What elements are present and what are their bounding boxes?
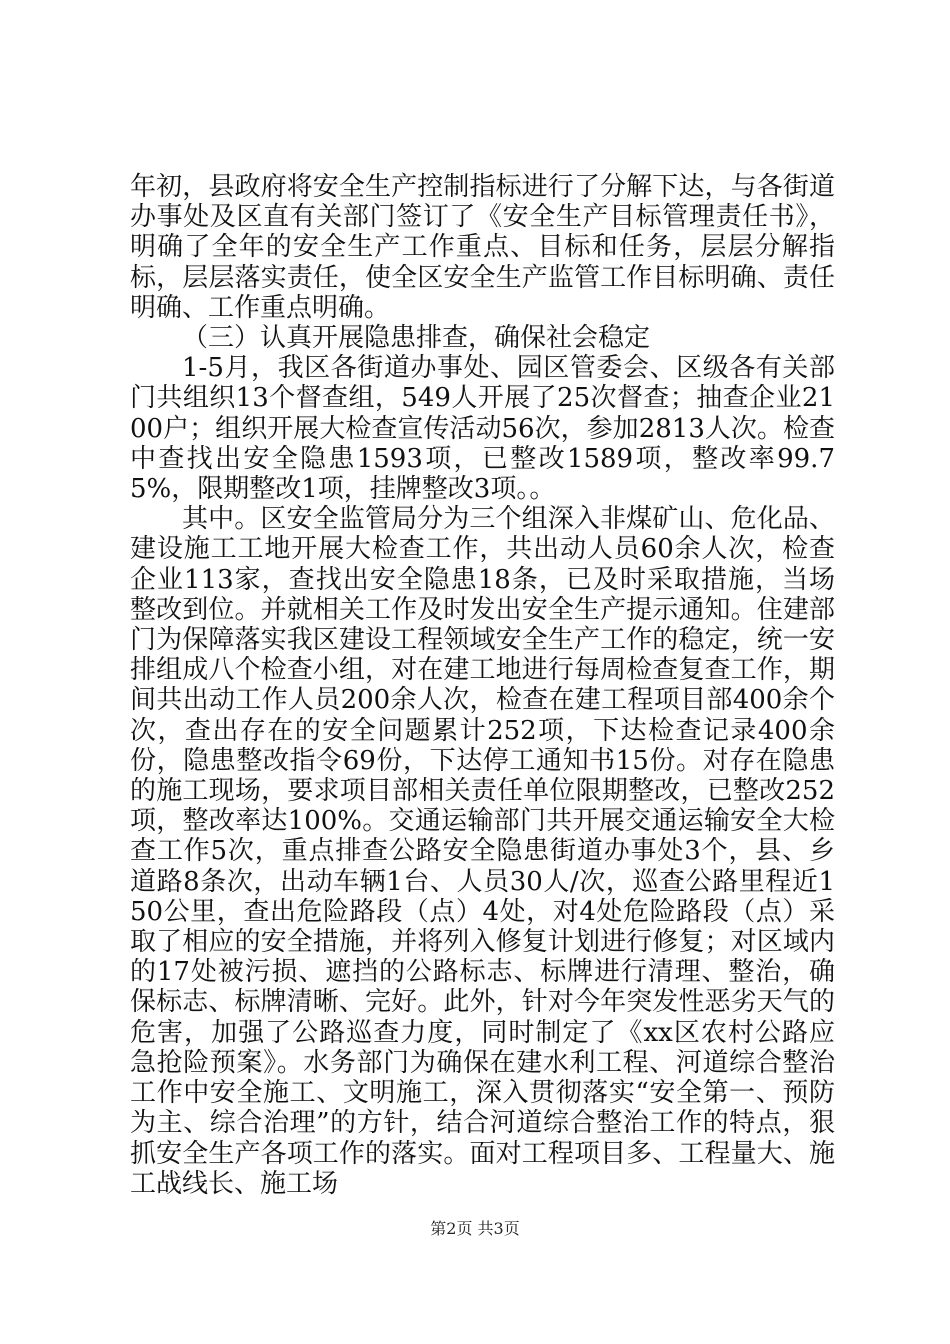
paragraph-intro: 年初，县政府将安全生产控制指标进行了分解下达，与各街道办事处及区直有关部门签订了《安全生产目标管理责任书》，明确了全年的安全生产工作重点、目标和任务，层层分解指标，层层落实责任，使全区安全生产监管工作目标明确、责任明确、工作重点明确。 [130,172,835,323]
paragraph-statistics: 1-5月，我区各街道办事处、园区管委会、区级各有关部门共组织13个督查组，549人开展了25次督查；抽查企业2100户；组织开展大检查宣传活动56次，参加2813人次。检查中查找出安全隐患1593项，已整改1589项，整改率99.75%，限期整改1项，挂牌整改3项。。 [130,353,835,505]
page-footer: 第2页 共3页 [430,1219,520,1238]
section-heading: （三）认真开展隐患排查，确保社会稳定 [182,323,651,354]
document-body [130,172,835,1199]
paragraph-details: 其中。区安全监管局分为三个组深入非煤矿山、危化品、建设施工工地开展大检查工作，共出动人员60余人次，检查企业113家，查找出安全隐患18条，已及时采取措施，当场整改到位。并就相关工作及时发出安全生产提示通知。住建部门为保障落实我区建设工程领域安全生产工作的稳定，统一安排组成八个检查小组，对在建工地进行每周检查复查工作，期间共出动工作人员200余人次，检查在建工程项目部400余个次，查出存在的安全问题累计252项，下达检查记录400余份，隐患整改指令69份，下达停工通知书15份。对存在隐患的施工现场，要求项目部相关责任单位限期整改，已整改252项，整改率达100%。交通运输部门共开展交通运输安全大检查工作5次，重点排查公路安全隐患街道办事处3个，县、乡道路8条次，出动车辆1台、人员30人/次，巡查公路里程近150公里，查出危险路段（点）4处，对4处危险路段（点）采取了相应的安全措施，并将列入修复计划进行修复；对区域内的17处被污损、遮挡的公路标志、标牌进行清理、整治，确保标志、标牌清晰、完好。此外，针对今年突发性恶劣天气的危害，加强了公路巡查力度，同时制定了《xx区农村公路应急抢险预案》。水务部门为确保在建水利工程、河道综合整治工作中安全施工、文明施工，深入贯彻落实“安全第一、预防为主、综合治理”的方针，结合河道综合整治工作的特点，狠抓安全生产各项工作的落实。面对工程项目多、工程量大、施工战线长、施工场 [130,504,835,1199]
